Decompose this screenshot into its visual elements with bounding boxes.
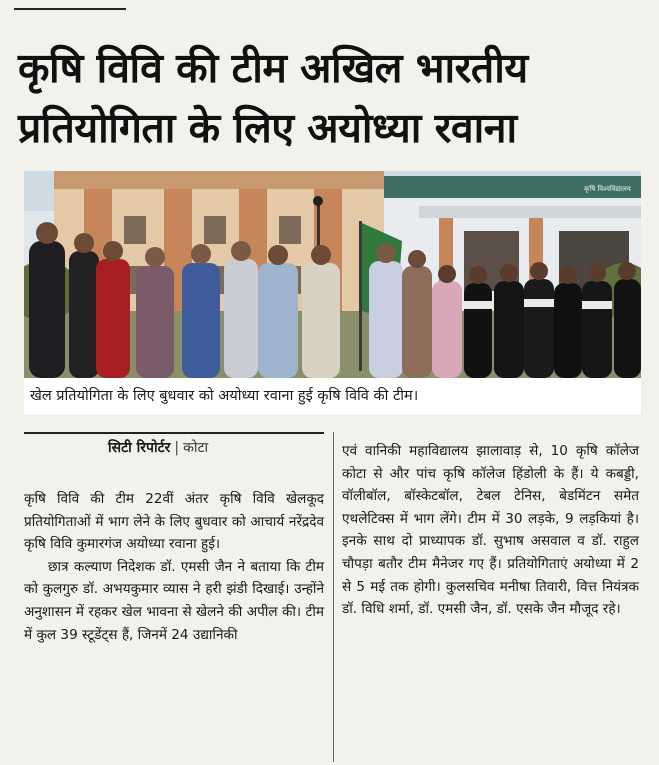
photo-caption: खेल प्रतियोगिता के लिए बुधवार को अयोध्या रवाना हुई कृषि विवि की टीम। bbox=[24, 378, 641, 414]
dateline-city: कोटा bbox=[183, 440, 209, 456]
article-paragraph: कृषि विवि की टीम 22वीं अंतर कृषि विवि खेलकूद प्रतियोगिताओं में भाग लेने के लिए बुधवार को आचार्य नरेंद्रदेव कृषि विवि कुमारगंज अयोध्या रवाना हुई। bbox=[24, 491, 324, 553]
article-paragraph: एवं वानिकी महाविद्यालय झालावाड़ से, 10 कृषि कॉलेज कोटा से और पांच कृषि कॉलेज हिंडोली के हैं। ये कबड्डी, वॉलीबॉल, बॉस्केटबॉल, टेबल टेनिस, बेडमिंटन समेत एथलेटिक्स में भाग लेंगे। टीम में 30 लड़के, 9 लड़कियां है। इनके साथ दो प्राध्यापक डॉ. सुभाष असवाल व डॉ. राहुल चौपड़ा बतौर टीम मैनेजर गए हैं। प्रतियोगिताएं अयोध्या में 2 से 5 मई तक होगी। कुलसचिव मनीषा तिवारी, वित्त नियंत्रक डॉ. विधि शर्मा, डॉ. एमसी जैन, डॉ. एसके जैन मौजूद रहे। bbox=[342, 443, 639, 618]
article-paragraph: छात्र कल्याण निदेशक डॉ. एमसी जैन ने बताया कि टीम को कुलगुरु डॉ. अभयकुमार व्यास ने हरी झंडी दिखाई। उन्होंने अनुशासन में रहकर खेल भावना से खेलने की अपील की। टीम में कुल 39 स्टूडेंट्स हैं, जिनमें 24 उद्यानिकी bbox=[24, 558, 324, 643]
reporter-name: सिटी रिपोर्टर bbox=[108, 440, 171, 456]
team-photo-illustration bbox=[24, 171, 641, 378]
building-sign: कृषि विश्वविद्यालय bbox=[584, 185, 631, 193]
top-rule bbox=[14, 8, 126, 10]
byline-separator: | bbox=[174, 440, 180, 456]
headline bbox=[18, 38, 648, 158]
news-photo bbox=[24, 171, 641, 378]
article-column-1 bbox=[24, 488, 324, 646]
top-strip bbox=[0, 0, 659, 14]
headline-line-2: प्रतियोगिता के लिए अयोध्या रवाना bbox=[18, 104, 517, 152]
left-column-rule bbox=[24, 432, 324, 434]
column-separator bbox=[333, 432, 334, 762]
byline bbox=[108, 438, 208, 457]
headline-line-1: कृषि विवि की टीम अखिल भारतीय bbox=[18, 44, 528, 92]
article-column-2 bbox=[342, 440, 639, 621]
